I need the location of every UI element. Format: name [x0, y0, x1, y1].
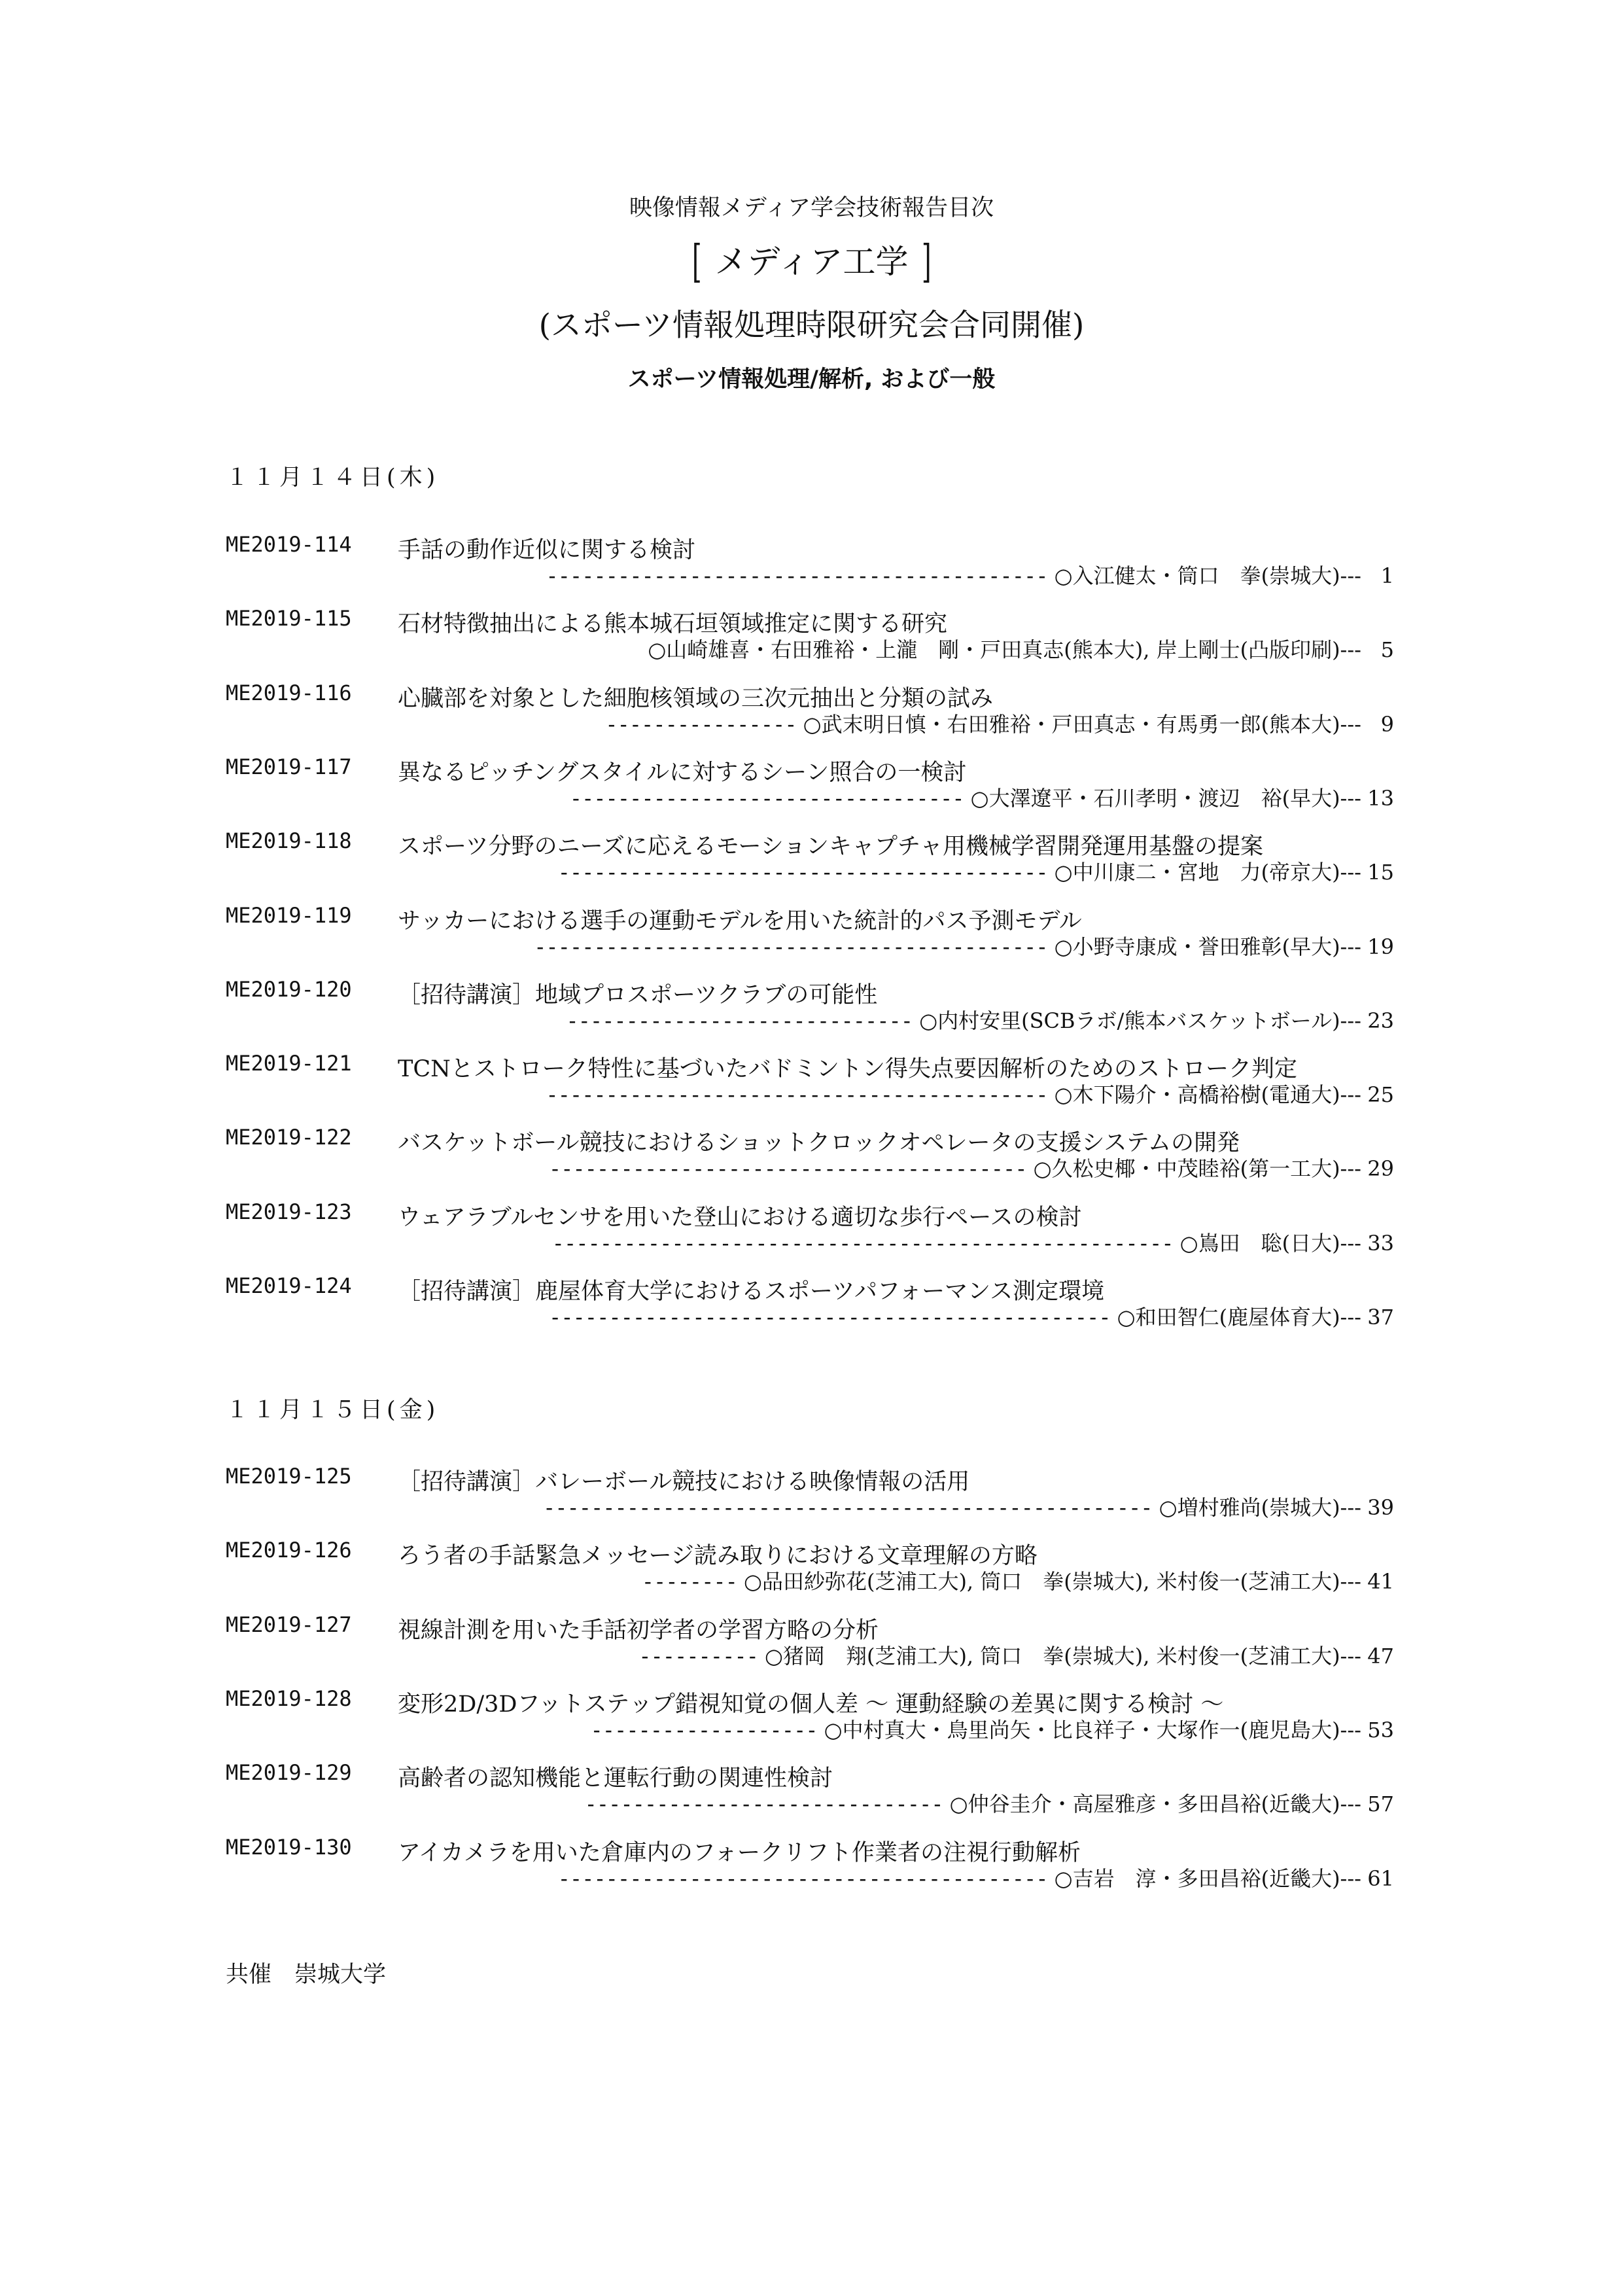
report-id: ME2019-117	[226, 754, 352, 779]
list-item	[0, 1464, 1623, 1536]
author-names: ○大澤遼平・石川孝明・渡辺 裕(早大)---	[970, 785, 1361, 811]
leader-dashes: ------------------------------------------	[546, 563, 1048, 588]
right-bracket: ]	[921, 236, 932, 288]
paper-title: ［招待講演］鹿屋体育大学におけるスポーツパフォーマンス測定環境	[398, 1279, 1105, 1305]
author-line	[534, 930, 1394, 961]
leader-dashes: ------------------------------------------	[546, 1082, 1048, 1108]
report-id: ME2019-115	[226, 606, 352, 631]
author-names: ○久松史椰・中茂睦裕(第一工大)---	[1033, 1156, 1361, 1182]
author-names: ○吉岩 淳・多田昌裕(近畿大)---	[1054, 1865, 1361, 1891]
report-id: ME2019-130	[226, 1834, 352, 1860]
society-title: 映像情報メディア学会技術報告目次	[629, 195, 994, 221]
paper-title: 高齢者の認知機能と運転行動の関連性検討	[398, 1765, 833, 1792]
page-number: 23	[1367, 1008, 1394, 1033]
author-names: ○嶌田 聡(日大)---	[1179, 1230, 1361, 1256]
author-names: ○仲谷圭介・高屋雅彦・多田昌裕(近畿大)---	[949, 1792, 1361, 1817]
leader-dashes: -----------------------------------------------	[549, 1305, 1111, 1330]
cohost-note: 共催 崇城大学	[226, 1962, 387, 1988]
author-line	[546, 1078, 1394, 1108]
author-line	[605, 708, 1394, 738]
page-number: 25	[1367, 1082, 1394, 1108]
day1-date: １１月１４日(木)	[226, 465, 440, 491]
report-id: ME2019-129	[226, 1760, 352, 1786]
list-item	[0, 977, 1623, 1049]
leader-dashes: ----------------	[605, 711, 797, 737]
author-names: ○小野寺康成・誉田雅彰(早大)---	[1054, 934, 1361, 959]
page-number: 19	[1367, 934, 1394, 959]
page-number: 9	[1380, 711, 1394, 737]
author-names: ○山崎雄喜・右田雅裕・上瀧 剛・戸田真志(熊本大), 岸上剛士(凸版印刷)---	[648, 637, 1361, 663]
leader-dashes: -------------------------------------------	[534, 934, 1048, 959]
paper-title: ［招待講演］地域プロスポーツクラブの可能性	[398, 981, 878, 1008]
paper-title: ろう者の手話緊急メッセージ読み取りにおける文章理解の方略	[398, 1543, 1038, 1570]
author-line	[570, 782, 1394, 812]
leader-dashes: ----------	[638, 1643, 758, 1669]
paper-title: ［招待講演］バレーボール競技における映像情報の活用	[398, 1469, 970, 1495]
leader-dashes: ------------------------------	[584, 1792, 943, 1817]
report-id: ME2019-128	[226, 1686, 352, 1711]
report-id: ME2019-122	[226, 1125, 352, 1150]
author-line	[638, 1640, 1394, 1670]
page-subtitle: (スポーツ情報処理時限研究会合同開催)	[538, 308, 1085, 344]
paper-title: TCNとストローク特性に基づいたバドミントン得失点要因解析のためのストローク判定	[398, 1056, 1298, 1083]
leader-dashes: -----------------------------------------	[557, 860, 1048, 885]
session-theme: スポーツ情報処理/解析, および一般	[627, 366, 996, 393]
paper-title: サッカーにおける選手の運動モデルを用いた統計的パス予測モデル	[398, 908, 1082, 934]
page-number: 15	[1367, 860, 1394, 885]
leader-dashes: -------------------	[590, 1717, 818, 1742]
author-names: ○猪岡 翔(芝浦工大), 筒口 拳(崇城大), 米村俊一(芝浦工大)---	[765, 1643, 1361, 1669]
author-names: ○入江健太・筒口 拳(崇城大)---	[1054, 563, 1361, 588]
page-number: 5	[1380, 637, 1394, 663]
page-title	[0, 236, 1623, 288]
author-line	[566, 1004, 1394, 1034]
leader-dashes: ---------------------------------------------------	[542, 1495, 1153, 1520]
page-number: 37	[1367, 1305, 1394, 1330]
list-item	[0, 828, 1623, 900]
author-line	[546, 559, 1394, 590]
author-line	[543, 1491, 1394, 1521]
author-line	[549, 1301, 1394, 1331]
list-item	[0, 1051, 1623, 1123]
page-number: 13	[1367, 785, 1394, 811]
author-names: ○増村雅尚(崇城大)---	[1159, 1495, 1361, 1520]
author-names: ○武末明日慎・右田雅裕・戸田真志・有馬勇一郎(熊本大)---	[803, 711, 1361, 737]
list-item	[0, 1612, 1623, 1684]
page-number: 57	[1367, 1792, 1394, 1817]
list-item	[0, 1273, 1623, 1345]
author-line	[648, 633, 1394, 663]
report-id: ME2019-124	[226, 1273, 352, 1298]
paper-title: 石材特徴抽出による熊本城石垣領域推定に関する研究	[398, 611, 948, 638]
paper-title: スポーツ分野のニーズに応えるモーションキャプチャ用機械学習開発運用基盤の提案	[398, 834, 1264, 860]
author-names: ○中川康二・宮地 力(帝京大)---	[1054, 860, 1361, 885]
report-id: ME2019-121	[226, 1051, 352, 1076]
report-id: ME2019-114	[226, 532, 352, 557]
report-id: ME2019-118	[226, 828, 352, 854]
report-id: ME2019-119	[226, 902, 352, 928]
day2-date: １１月１５日(金)	[226, 1397, 440, 1423]
paper-title: ウェアラブルセンサを用いた登山における適切な歩行ペースの検討	[398, 1204, 1082, 1231]
list-item	[0, 1538, 1623, 1610]
list-item	[0, 606, 1623, 678]
report-id: ME2019-127	[226, 1612, 352, 1637]
list-item	[0, 754, 1623, 826]
report-id: ME2019-125	[226, 1464, 352, 1489]
list-item	[0, 1760, 1623, 1832]
list-item	[0, 903, 1623, 975]
list-item	[0, 1199, 1623, 1271]
list-item	[0, 1835, 1623, 1907]
author-line	[590, 1714, 1394, 1744]
page-title-text: メディア工学	[714, 243, 909, 281]
author-line	[549, 1152, 1394, 1182]
author-names: ○内村安里(SCBラボ/熊本バスケットボール)---	[919, 1008, 1361, 1033]
leader-dashes: --------	[641, 1569, 737, 1595]
author-line	[585, 1788, 1394, 1818]
list-item	[0, 1686, 1623, 1758]
paper-title: 視線計測を用いた手話初学者の学習方略の分析	[398, 1617, 879, 1644]
leader-dashes: ----------------------------------------------------	[551, 1230, 1174, 1256]
author-line	[642, 1565, 1394, 1595]
leader-dashes: -----------------------------------------	[557, 1865, 1048, 1891]
author-names: ○和田智仁(鹿屋体育大)---	[1117, 1305, 1361, 1330]
author-names: ○品田紗弥花(芝浦工大), 筒口 拳(崇城大), 米村俊一(芝浦工大)---	[744, 1569, 1361, 1595]
list-item	[0, 680, 1623, 752]
paper-title: アイカメラを用いた倉庫内のフォークリフト作業者の注視行動解析	[398, 1839, 1081, 1866]
page-number: 29	[1367, 1156, 1394, 1182]
page-number: 47	[1367, 1643, 1394, 1669]
list-item	[0, 532, 1623, 604]
list-item	[0, 1125, 1623, 1197]
report-id: ME2019-126	[226, 1538, 352, 1563]
author-line	[552, 1227, 1394, 1257]
page-number: 61	[1367, 1865, 1394, 1891]
report-id: ME2019-123	[226, 1199, 352, 1224]
page-number: 33	[1367, 1230, 1394, 1256]
author-names: ○木下陽介・高橋裕樹(電通大)---	[1054, 1082, 1361, 1108]
report-id: ME2019-120	[226, 976, 352, 1002]
paper-title: 異なるピッチングスタイルに対するシーン照合の一検討	[398, 759, 967, 786]
paper-title: 変形2D/3Dフットステップ錯視知覚の個人差 ～ 運動経験の差異に関する検討 ～	[398, 1691, 1224, 1718]
leader-dashes: -----------------------------	[566, 1008, 913, 1033]
page-number: 53	[1367, 1717, 1394, 1742]
report-id: ME2019-116	[226, 680, 352, 705]
page-number: 1	[1380, 563, 1394, 588]
leader-dashes: ----------------------------------------	[548, 1156, 1027, 1182]
paper-title: 心臓部を対象とした細胞核領域の三次元抽出と分類の試み	[398, 685, 994, 712]
paper-title: バスケットボール競技におけるショットクロックオペレータの支援システムの開発	[398, 1130, 1240, 1157]
leader-dashes: ---------------------------------	[569, 785, 964, 811]
page-number: 39	[1367, 1495, 1394, 1520]
paper-title: 手話の動作近似に関する検討	[398, 537, 696, 563]
page-number: 41	[1367, 1569, 1394, 1595]
author-line	[558, 856, 1394, 886]
author-line	[558, 1862, 1394, 1892]
left-bracket: [	[691, 236, 702, 288]
author-names: ○中村真大・鳥里尚矢・比良祥子・大塚作一(鹿児島大)---	[824, 1717, 1361, 1742]
